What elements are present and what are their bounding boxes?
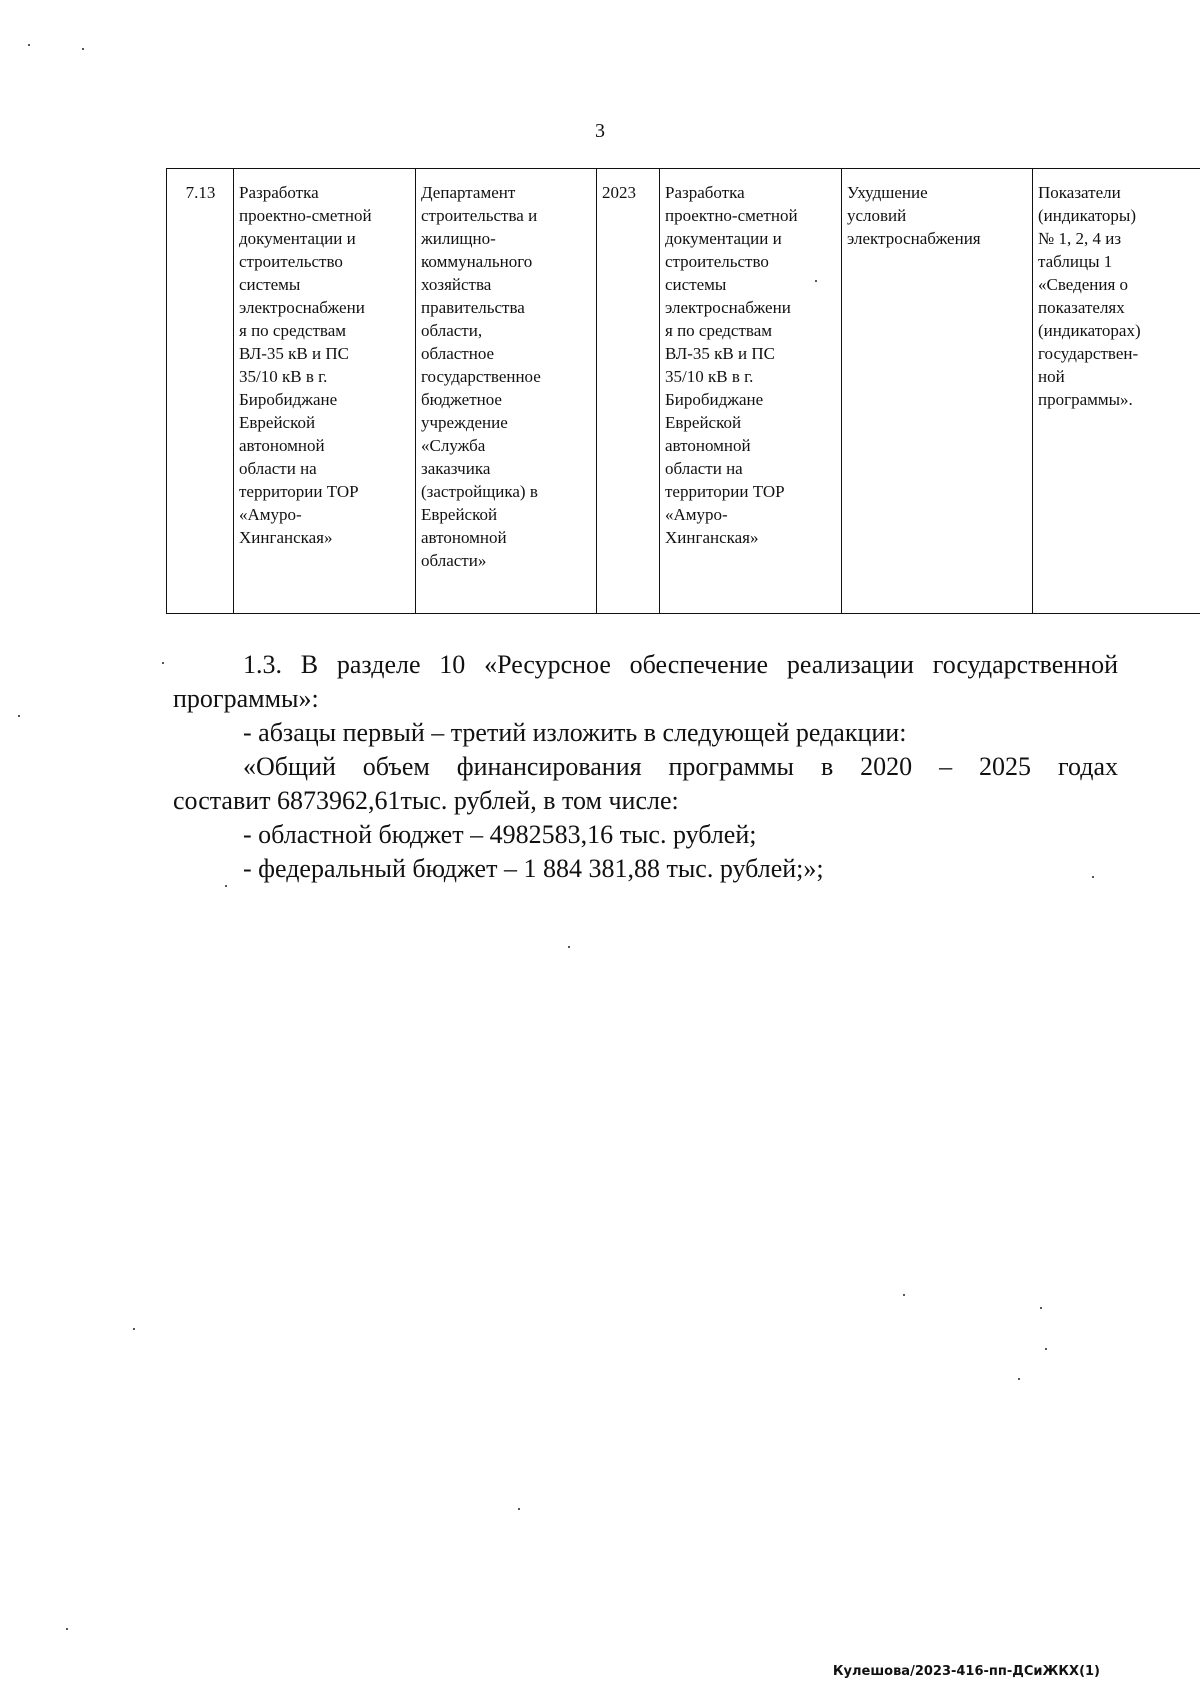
scan-speck [815,280,817,282]
cell-year: 2023 [597,169,660,614]
page-number: 3 [595,120,605,142]
cell-result: Разработка проектно-сметной документации и строительство системы электроснабжени я по средствам ВЛ-35 кВ и ПС 35/10 кВ в г. Биробиджане Еврейской автономной области на территории ТОР «Амуро- Хинганская» [660,169,842,614]
scan-speck [1040,1307,1042,1309]
scan-speck [1045,1348,1047,1350]
scan-speck [903,1294,905,1296]
scan-speck [162,662,164,664]
cell-consequence: Ухудшение условий электроснабжения [842,169,1033,614]
scan-speck [66,1628,68,1630]
scan-speck [28,44,30,46]
scan-speck [82,48,84,50]
scan-speck [133,1328,135,1330]
paragraph-instruction: - абзацы первый – третий изложить в следующей редакции: [243,718,907,747]
paragraph-federal-budget: - федеральный бюджет – 1 884 381,88 тыс. рублей;»; [243,854,824,883]
paragraph-section-heading-cont: программы»: [173,684,319,713]
cell-number: 7.13 [167,169,234,614]
scan-speck [518,1508,520,1510]
scan-speck [1018,1378,1020,1380]
cell-measure: Разработка проектно-сметной документации и строительство системы электроснабжени я по средствам ВЛ-35 кВ и ПС 35/10 кВ в г. Биробиджане Еврейской автономной области на территории ТОР «Амуро- Хинганская» [234,169,416,614]
paragraph-regional-budget: - областной бюджет – 4982583,16 тыс. рублей; [243,820,757,849]
cell-executor: Департамент строительства и жилищно- коммунального хозяйства правительства области, областное государственное бюджетное учреждение «Служба заказчика (застройщика) в Еврейской автономной области» [416,169,597,614]
measures-table [166,168,1200,614]
amendment-text [173,648,1118,886]
scan-speck [225,885,227,887]
footer-stamp: Кулешова/2023-416-пп-ДСиЖКХ(1) [832,1664,1100,1679]
table-row [167,169,1200,614]
scan-speck [18,715,20,717]
scan-speck [1092,876,1094,878]
cell-indicators: Показатели (индикаторы) № 1, 2, 4 из таблицы 1 «Сведения о показателях (индикаторах) государствен- ной программы». [1033,169,1200,614]
paragraph-total-funding: «Общий объем финансирования программы в 2020 – 2025 годах [243,752,1118,781]
paragraph-section-heading: 1.3. В разделе 10 «Ресурсное обеспечение реализации государственной [243,650,1118,679]
scan-speck [568,946,570,948]
paragraph-total-funding-cont: составит 6873962,61тыс. рублей, в том числе: [173,786,679,815]
